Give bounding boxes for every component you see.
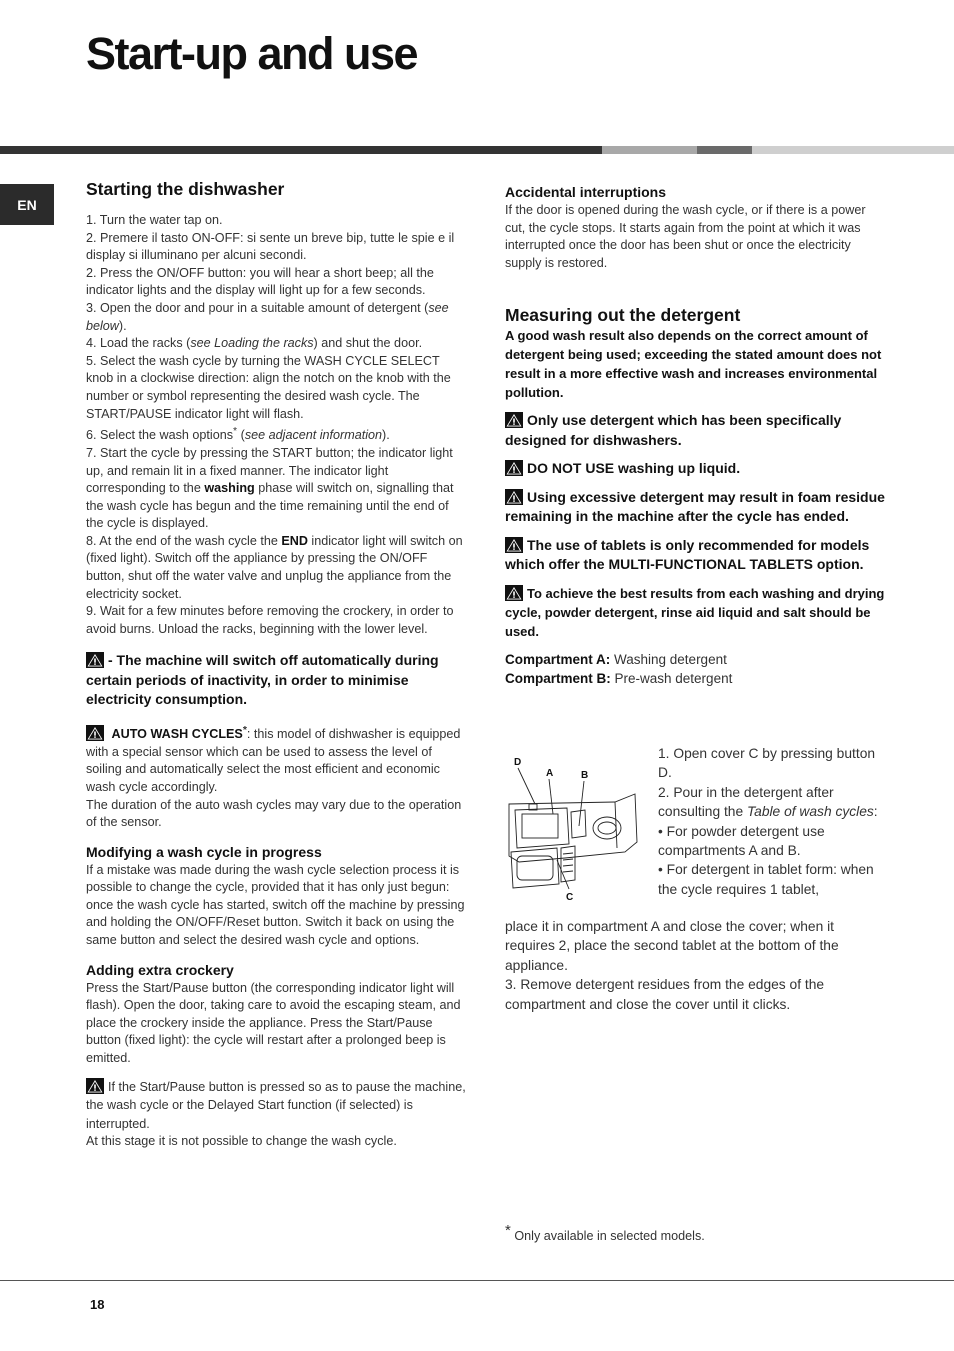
- step-9: 9. Wait for a few minutes before removing the crockery, in order to avoid burns. Unload the racks, beginning with the lower level.: [86, 604, 454, 636]
- warning-dishwasher-detergent: Only use detergent which has been specifically designed for dishwashers.: [505, 412, 842, 448]
- starting-heading: Starting the dishwasher: [86, 179, 285, 199]
- footnote: * Only available in selected models.: [505, 1222, 705, 1244]
- label-a: A: [546, 768, 554, 779]
- measuring-heading: Measuring out the detergent: [505, 305, 741, 326]
- auto-off-warning: - The machine will switch off automatically during certain periods of inactivity, in order to minimise electricity consumption.: [86, 652, 439, 708]
- step-7: 7. Start the cycle by pressing the START button; the indicator light up, and remain lit in a fixed manner. The indicator light corresponding to the washing phase will switch on, signalling that the wash cycle has begun and the time remaining until the end of the cycle is displayed.: [86, 445, 454, 531]
- bullet-powder: • For powder detergent use compartments A and B.: [658, 823, 825, 859]
- language-tab: EN: [0, 184, 54, 225]
- dispenser-instructions-cont: [505, 917, 887, 1014]
- warning-icon: [505, 489, 523, 505]
- step-2-it: 2. Premere il tasto ON-OFF: si sente un breve bip, tutte le spie e il display si illuminano per alcuni secondi.: [86, 230, 455, 263]
- page-number: 18: [90, 1297, 105, 1312]
- accidental-heading: Accidental interruptions: [505, 184, 667, 200]
- warning-no-washing-up-liquid: DO NOT USE washing up liquid.: [505, 459, 889, 479]
- auto-wash-duration: The duration of the auto wash cycles may vary due to the operation of the sensor.: [86, 797, 462, 830]
- step-4: 4. Load the racks (see Loading the racks) and shut the door.: [86, 336, 423, 351]
- step-6: 6. Select the wash options* (see adjacent information).: [86, 425, 390, 443]
- modify-heading: Modifying a wash cycle in progress: [86, 843, 322, 860]
- warning-tablets: The use of tablets is only recommended for models which offer the MULTI-FUNCTIONAL TABLETS option.: [505, 536, 870, 573]
- step-2: 2. Press the ON/OFF button: you will hear a short beep; all the indicator lights and the display will light up for a few seconds.: [86, 265, 434, 298]
- modify-text: If a mistake was made during the wash cycle selection process it is possible to change the cycle, provided that it has only just begun: once the wash cycle has started, switch off the machine by pressing and holding the ON/OFF/Reset button. Switch it back on using the same button and select the desired wash cycle and options.: [86, 862, 465, 948]
- auto-wash-note: AUTO WASH CYCLES*: this model of dishwasher is equipped with a special sensor which can be used to assess the level of soiling and automatically select the most efficient and economic wash cycle accordingly.: [86, 723, 461, 794]
- instruction-2: 2. Pour in the detergent after consulting the Table of wash cycles:: [658, 784, 878, 820]
- warning-icon: [505, 585, 523, 601]
- instruction-3: 3. Remove detergent residues from the edges of the compartment and close the cover until it clicks.: [505, 977, 825, 1012]
- warning-excessive-detergent: Using excessive detergent may result in foam residue remaining in the machine after the cycle has ended.: [505, 488, 885, 525]
- warning-icon: [86, 652, 104, 668]
- step-8: 8. At the end of the wash cycle the END indicator light will switch on (fixed light). Switch off the appliance by pressing the ON/OFF button, shut off the water valve and unplug the appliance from the electricity socket.: [86, 533, 463, 601]
- label-d: D: [514, 757, 522, 768]
- warning-icon: [86, 725, 104, 741]
- step-3: 3. Open the door and pour in a suitable amount of detergent (see below).: [86, 300, 449, 333]
- accidental-text: If the door is opened during the wash cycle, or if there is a power cut, the cycle stops. It starts again from the point at which it was interrupted once the door has been shut or once the electricity supply is restored.: [505, 203, 866, 270]
- instruction-1: 1. Open cover C by pressing button D.: [658, 746, 876, 781]
- header-band-light: [752, 146, 954, 154]
- warning-icon: [505, 460, 523, 476]
- bullet-tablet-cont: place it in compartment A and close the cover; when it requires 2, place the second tablet at the bottom of the appliance.: [505, 919, 839, 973]
- warning-best-results: To achieve the best results from each washing and drying cycle, powder detergent, rinse aid liquid and salt should be used.: [505, 585, 885, 639]
- step-5: 5. Select the wash cycle by turning the WASH CYCLE SELECT knob in a clockwise direction: align the notch on the knob with the number or symbol representing the desired wash cycle. The START/PAUSE indicator light will flash.: [86, 353, 451, 421]
- footer-rule: [0, 1280, 954, 1281]
- adding-text: Press the Start/Pause button (the corresponding indicator light will flash). Open the door, taking care to avoid the escaping steam, and place the crockery inside the appliance. Press the Start/Pause button (fixed light): the cycle will restart after a prolonged beep is emitted.: [86, 980, 461, 1066]
- bullet-tablet: • For detergent in tablet form: when the cycle requires 1 tablet,: [658, 862, 874, 897]
- compartment-b: Compartment B: Pre-wash detergent: [505, 671, 733, 687]
- pause-warning: If the Start/Pause button is pressed so as to pause the machine, the wash cycle or the Delayed Start function (if selected) is interrupted.: [86, 1079, 466, 1131]
- step-1: 1. Turn the water tap on.: [86, 213, 223, 227]
- label-b: B: [581, 770, 589, 781]
- left-column: [86, 178, 466, 1151]
- warning-icon: [505, 537, 523, 553]
- compartment-a: Compartment A: Washing detergent: [505, 651, 727, 667]
- adding-heading: Adding extra crockery: [86, 961, 234, 978]
- detergent-dispenser-diagram: [505, 752, 647, 904]
- warning-icon: [505, 412, 523, 428]
- label-c: C: [566, 892, 574, 903]
- pause-note: At this stage it is not possible to change the wash cycle.: [86, 1134, 397, 1149]
- header-band-mid: [602, 146, 697, 154]
- page-title: Start-up and use: [86, 28, 418, 79]
- measuring-intro: A good wash result also depends on the correct amount of detergent being used; exceeding the stated amount does not result in a more effective wash and increases environmental pollution.: [505, 328, 882, 401]
- header-band-segment: [697, 146, 752, 154]
- header-band-dark: [0, 146, 602, 154]
- dispenser-instructions: [658, 744, 884, 899]
- right-column: [505, 182, 889, 689]
- warning-icon: [86, 1078, 104, 1094]
